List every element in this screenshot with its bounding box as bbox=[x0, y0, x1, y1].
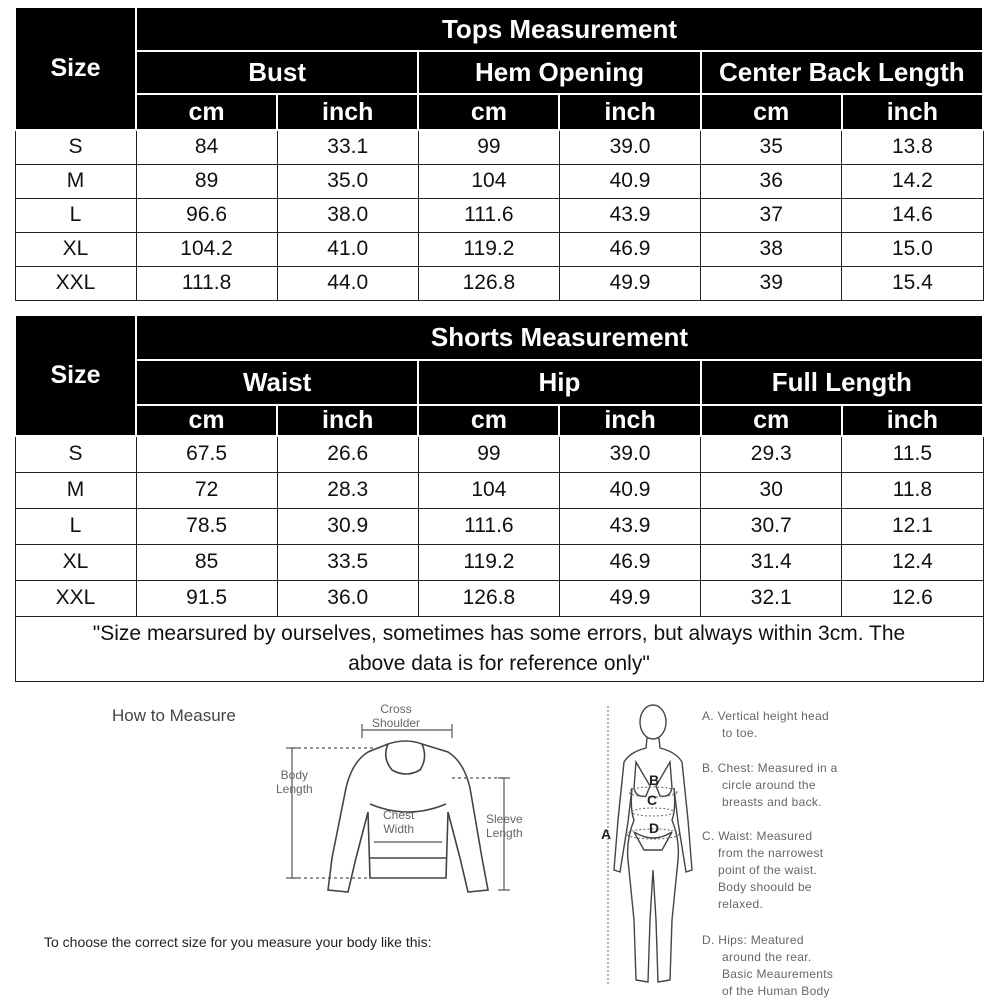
value-cell: 104.2 bbox=[136, 232, 277, 266]
shorts-unit: cm bbox=[701, 405, 842, 436]
value-cell: 46.9 bbox=[559, 544, 700, 580]
note-hips: D. Hips: Meatured around the rear. Basic Meaurements of the Human Body bbox=[702, 933, 834, 998]
value-cell: 40.9 bbox=[559, 472, 700, 508]
value-cell: 104 bbox=[418, 472, 559, 508]
size-cell: M bbox=[15, 472, 136, 508]
tops-unit: cm bbox=[418, 94, 559, 130]
tops-unit: inch bbox=[277, 94, 418, 130]
tops-unit: cm bbox=[136, 94, 277, 130]
value-cell: 15.0 bbox=[842, 232, 983, 266]
table-row bbox=[15, 130, 983, 164]
note-row bbox=[15, 616, 983, 681]
value-cell: 89 bbox=[136, 164, 277, 198]
value-cell: 39 bbox=[701, 266, 842, 300]
table-row bbox=[15, 164, 983, 198]
table-row bbox=[15, 436, 983, 472]
value-cell: 41.0 bbox=[277, 232, 418, 266]
size-cell: L bbox=[15, 508, 136, 544]
value-cell: 91.5 bbox=[136, 580, 277, 616]
tops-group-bust: Bust bbox=[136, 51, 418, 94]
value-cell: 30.7 bbox=[701, 508, 842, 544]
value-cell: 99 bbox=[418, 130, 559, 164]
marker-c: C bbox=[647, 792, 658, 808]
value-cell: 14.6 bbox=[842, 198, 983, 232]
how-to-measure-label: How to Measure bbox=[112, 706, 236, 725]
value-cell: 13.8 bbox=[842, 130, 983, 164]
shorts-unit: inch bbox=[277, 405, 418, 436]
value-cell: 49.9 bbox=[559, 266, 700, 300]
tops-title: Tops Measurement bbox=[136, 7, 983, 51]
shorts-group-hip: Hip bbox=[418, 360, 700, 405]
tops-unit: inch bbox=[842, 94, 983, 130]
choose-size-instruction: To choose the correct size for you measure your body like this: bbox=[44, 934, 432, 950]
value-cell: 119.2 bbox=[418, 544, 559, 580]
value-cell: 12.4 bbox=[842, 544, 983, 580]
value-cell: 43.9 bbox=[559, 508, 700, 544]
value-cell: 37 bbox=[701, 198, 842, 232]
size-cell: L bbox=[15, 198, 136, 232]
value-cell: 12.1 bbox=[842, 508, 983, 544]
value-cell: 39.0 bbox=[559, 436, 700, 472]
note-waist: C. Waist: Measured from the narrowest point of the waist. Body shoould be relaxed. bbox=[702, 829, 824, 911]
table-row bbox=[15, 472, 983, 508]
value-cell: 11.5 bbox=[842, 436, 983, 472]
value-cell: 35 bbox=[701, 130, 842, 164]
value-cell: 15.4 bbox=[842, 266, 983, 300]
value-cell: 78.5 bbox=[136, 508, 277, 544]
value-cell: 72 bbox=[136, 472, 277, 508]
size-cell: S bbox=[15, 130, 136, 164]
tops-group-center-back-length: Center Back Length bbox=[701, 51, 983, 94]
size-cell: XXL bbox=[15, 580, 136, 616]
value-cell: 126.8 bbox=[418, 266, 559, 300]
value-cell: 35.0 bbox=[277, 164, 418, 198]
shorts-unit: cm bbox=[136, 405, 277, 436]
table-row bbox=[15, 266, 983, 300]
value-cell: 46.9 bbox=[559, 232, 700, 266]
size-cell: S bbox=[15, 436, 136, 472]
shorts-group-full-length: Full Length bbox=[701, 360, 983, 405]
value-cell: 32.1 bbox=[701, 580, 842, 616]
value-cell: 67.5 bbox=[136, 436, 277, 472]
table-row bbox=[15, 580, 983, 616]
value-cell: 38 bbox=[701, 232, 842, 266]
tops-size-table bbox=[14, 6, 984, 301]
tops-group-hem-opening: Hem Opening bbox=[418, 51, 700, 94]
value-cell: 33.1 bbox=[277, 130, 418, 164]
note-line-1: "Size mearsured by ourselves, sometimes has some errors, but always within 3cm. The bbox=[92, 621, 906, 645]
value-cell: 104 bbox=[418, 164, 559, 198]
value-cell: 31.4 bbox=[701, 544, 842, 580]
note-chest: B. Chest: Measured in a circle around the breasts and back. bbox=[702, 761, 838, 809]
value-cell: 14.2 bbox=[842, 164, 983, 198]
value-cell: 99 bbox=[418, 436, 559, 472]
size-cell: XL bbox=[15, 544, 136, 580]
table-row bbox=[15, 198, 983, 232]
sleeve-length-label: Sleeve Length bbox=[486, 812, 523, 840]
measuring-guide bbox=[0, 690, 1000, 1007]
table-row bbox=[15, 508, 983, 544]
tops-unit: cm bbox=[701, 94, 842, 130]
value-cell: 33.5 bbox=[277, 544, 418, 580]
value-cell: 39.0 bbox=[559, 130, 700, 164]
value-cell: 36 bbox=[701, 164, 842, 198]
size-cell: M bbox=[15, 164, 136, 198]
size-cell: XL bbox=[15, 232, 136, 266]
human-body-diagram-icon bbox=[596, 700, 706, 1000]
table-row bbox=[15, 544, 983, 580]
table-row bbox=[15, 232, 983, 266]
shorts-size-table bbox=[14, 314, 984, 682]
value-cell: 30 bbox=[701, 472, 842, 508]
value-cell: 12.6 bbox=[842, 580, 983, 616]
value-cell: 85 bbox=[136, 544, 277, 580]
value-cell: 44.0 bbox=[277, 266, 418, 300]
tops-unit: inch bbox=[559, 94, 700, 130]
tops-size-header: Size bbox=[15, 7, 136, 130]
value-cell: 36.0 bbox=[277, 580, 418, 616]
value-cell: 84 bbox=[136, 130, 277, 164]
value-cell: 111.6 bbox=[418, 198, 559, 232]
value-cell: 40.9 bbox=[559, 164, 700, 198]
value-cell: 29.3 bbox=[701, 436, 842, 472]
value-cell: 11.8 bbox=[842, 472, 983, 508]
note-vertical-height: A. Vertical height head to toe. bbox=[702, 709, 829, 740]
value-cell: 96.6 bbox=[136, 198, 277, 232]
measurement-note bbox=[15, 616, 983, 681]
size-cell: XXL bbox=[15, 266, 136, 300]
marker-a: A bbox=[601, 826, 612, 842]
note-line-2: above data is for reference only" bbox=[348, 651, 650, 675]
marker-d: D bbox=[649, 820, 660, 836]
value-cell: 43.9 bbox=[559, 198, 700, 232]
shorts-unit: inch bbox=[559, 405, 700, 436]
shorts-size-header: Size bbox=[15, 315, 136, 436]
value-cell: 111.6 bbox=[418, 508, 559, 544]
shorts-title: Shorts Measurement bbox=[136, 315, 983, 360]
cross-shoulder-label: Cross Shoulder bbox=[372, 702, 421, 730]
value-cell: 111.8 bbox=[136, 266, 277, 300]
shorts-unit: inch bbox=[842, 405, 983, 436]
body-length-label: Body Length bbox=[276, 768, 313, 796]
chest-width-label: Chest Width bbox=[383, 808, 415, 836]
shorts-unit: cm bbox=[418, 405, 559, 436]
value-cell: 126.8 bbox=[418, 580, 559, 616]
value-cell: 26.6 bbox=[277, 436, 418, 472]
marker-b: B bbox=[649, 772, 660, 788]
value-cell: 119.2 bbox=[418, 232, 559, 266]
value-cell: 38.0 bbox=[277, 198, 418, 232]
value-cell: 30.9 bbox=[277, 508, 418, 544]
value-cell: 28.3 bbox=[277, 472, 418, 508]
value-cell: 49.9 bbox=[559, 580, 700, 616]
shorts-group-waist: Waist bbox=[136, 360, 418, 405]
